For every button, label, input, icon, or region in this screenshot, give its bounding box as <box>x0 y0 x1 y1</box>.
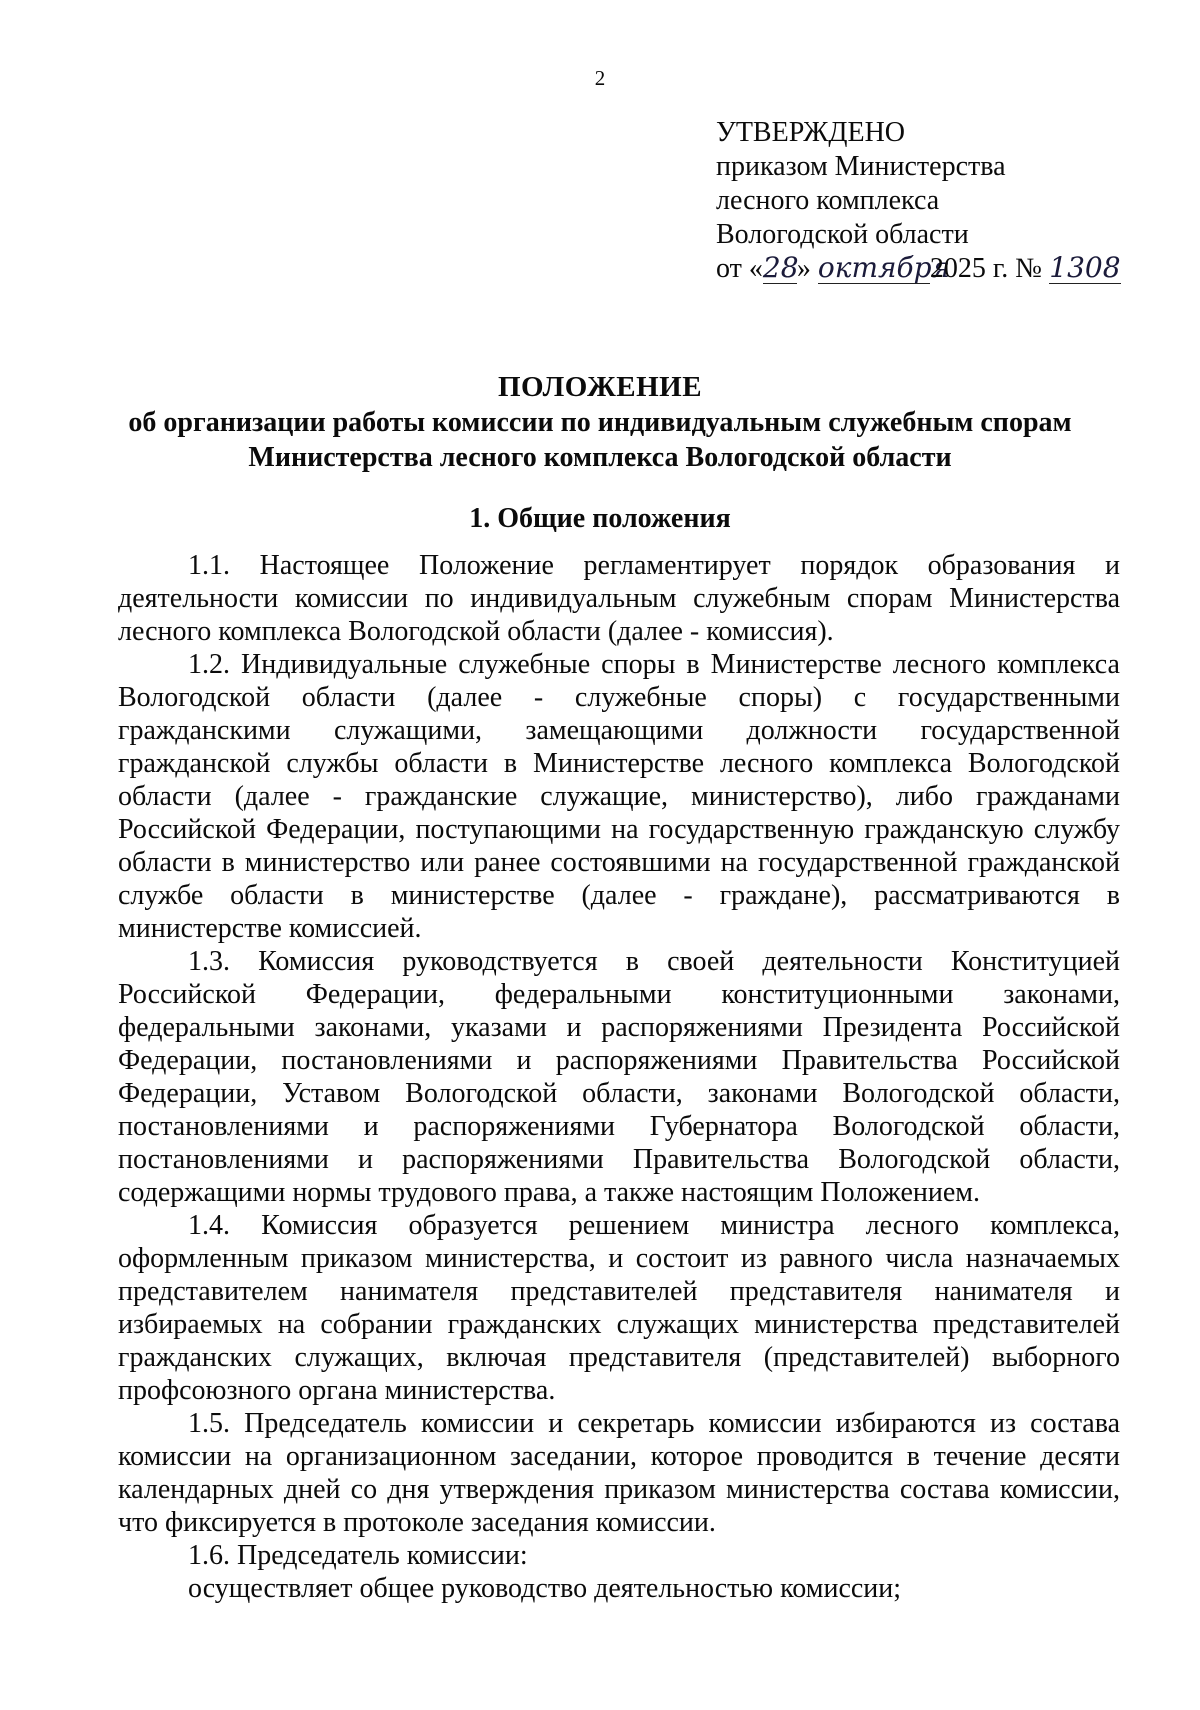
date-close-quote: » <box>796 253 811 284</box>
approval-stamp <box>716 116 1121 286</box>
approval-date-line <box>716 252 1121 286</box>
date-prefix: от « <box>716 253 763 284</box>
title-main: ПОЛОЖЕНИЕ <box>497 371 703 403</box>
paragraph-1-2: 1.2. Индивидуальные служебные споры в Министерстве лесного комплекса Вологодской области (далее - служебные споры) с государственными гражданскими служащими, замещающими должности государственной гражданской службы области в Министерстве лесного комплекса Вологодской области (далее - гражданские служащие, министерство), либо гражданами Российской Федерации, поступающими на государственную гражданскую службу области в министерство или ранее состоявшими на государственной гражданской службе области в министерстве (далее - граждане), рассматриваются в министерстве комиссией. <box>118 649 1120 944</box>
handwritten-day: 28 <box>762 251 799 284</box>
paragraph-1-6-item: осуществляет общее руководство деятельностью комиссии; <box>188 1573 902 1604</box>
section-body <box>118 549 1120 1605</box>
title-subline-2: Министерства лесного комплекса Вологодской области <box>248 442 952 473</box>
approval-heading: УТВЕРЖДЕНО <box>716 117 906 148</box>
handwritten-order-number: 1308 <box>1049 251 1121 284</box>
paragraph-1-3: 1.3. Комиссия руководствуется в своей деятельности Конституцией Российской Федерации, федеральными конституционными законами, федеральными законами, указами и распоряжениями Президента Российской Федерации, постановлениями и распоряжениями Правительства Российской Федерации, Уставом Вологодской области, законами Вологодской области, постановлениями и распоряжениями Губернатора Вологодской области, постановлениями и распоряжениями Правительства Вологодской области, содержащими нормы трудового права, а также настоящим Положением. <box>118 946 1120 1208</box>
paragraph-1-6: 1.6. Председатель комиссии: <box>188 1540 528 1571</box>
paragraph-1-5: 1.5. Председатель комиссии и секретарь комиссии избираются из состава комиссии на организационном заседании, которое проводится в течение десяти календарных дней со дня утверждения приказом министерства состава комиссии, что фиксируется в протоколе заседания комиссии. <box>118 1408 1120 1538</box>
paragraph-1-1: 1.1. Настоящее Положение регламентирует порядок образования и деятельности комиссии по индивидуальным служебным спорам Министерства лесного комплекса Вологодской области (далее - комиссия). <box>118 550 1120 647</box>
approval-line-order: приказом Министерства <box>716 151 1006 182</box>
title-subline-1: об организации работы комиссии по индивидуальным служебным спорам <box>128 407 1072 438</box>
section-heading: 1. Общие положения <box>469 503 731 534</box>
document-title <box>0 370 1200 475</box>
approval-line-complex: лесного комплекса <box>716 185 940 216</box>
page-number: 2 <box>594 66 606 90</box>
date-year-number-label: 2025 г. № <box>929 253 1042 284</box>
approval-line-region: Вологодской области <box>716 219 969 250</box>
paragraph-1-4: 1.4. Комиссия образуется решением министра лесного комплекса, оформленным приказом министерства, и состоит из равного числа назначаемых представителем нанимателя представителей представителя нанимателя и избираемых на собрании гражданских служащих министерства представителей гражданских служащих, включая представителя (представителей) выборного профсоюзного органа министерства. <box>118 1210 1120 1406</box>
handwritten-month: октября <box>817 251 951 284</box>
